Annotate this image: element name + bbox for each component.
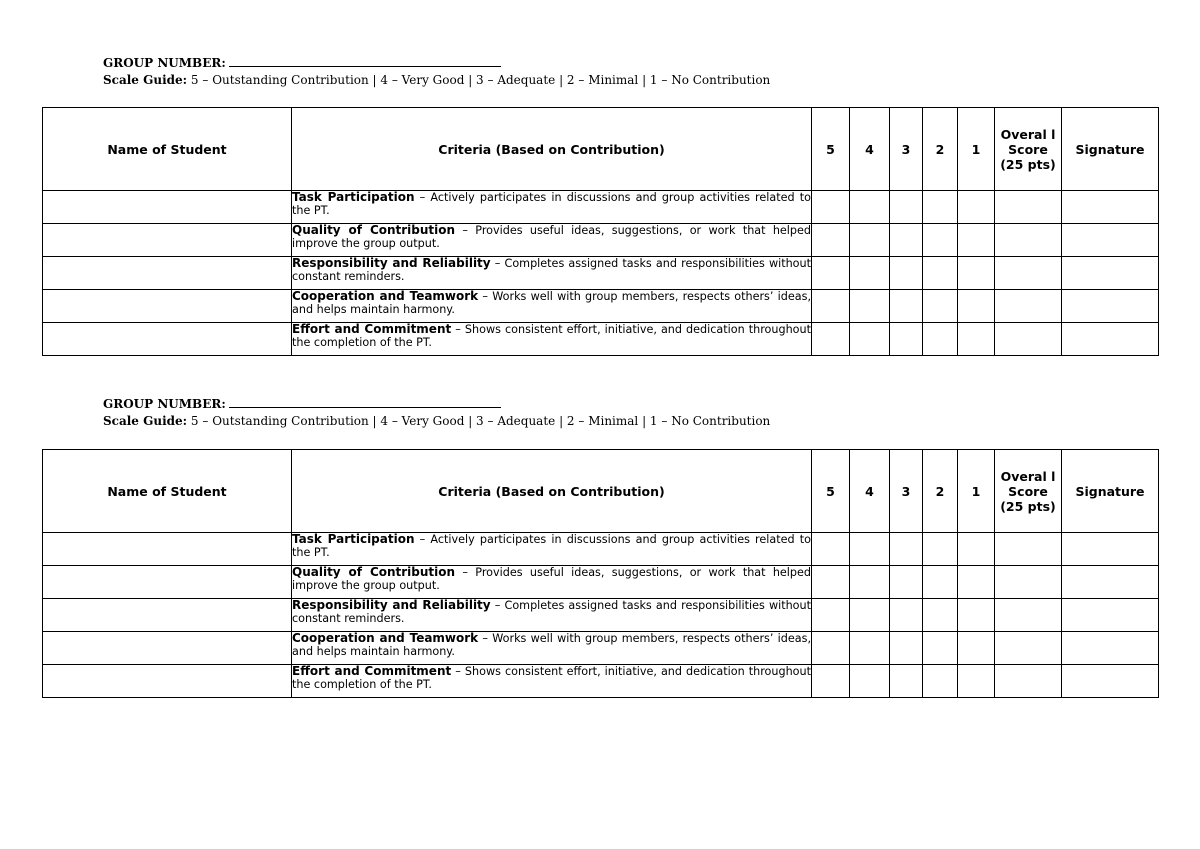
student-name-cell[interactable] [43,257,292,290]
header-score-2: 2 [923,108,958,191]
score-3-cell[interactable] [890,290,923,323]
score-5-cell[interactable] [812,257,850,290]
score-3-cell[interactable] [890,566,923,599]
table-row [43,257,1159,290]
score-2-cell[interactable] [923,323,958,356]
criteria-title: Quality of Contribution [292,565,456,579]
evaluation-table [42,449,1159,698]
criteria-title: Cooperation and Teamwork [292,289,479,303]
header-score-5: 5 [812,108,850,191]
criteria-title: Responsibility and Reliability [292,598,491,612]
score-5-cell[interactable] [812,632,850,665]
score-4-cell[interactable] [850,665,890,698]
score-2-cell[interactable] [923,257,958,290]
table-row [43,191,1159,224]
score-5-cell[interactable] [812,323,850,356]
form-header [103,396,770,428]
score-1-cell[interactable] [958,224,995,257]
student-name-cell[interactable] [43,290,292,323]
scale-guide-text: 5 – Outstanding Contribution | 4 – Very Good | 3 – Adequate | 2 – Minimal | 1 – No Contribution [187,73,771,87]
score-2-cell[interactable] [923,665,958,698]
overall-score-cell[interactable] [995,599,1062,632]
header-score-4: 4 [850,108,890,191]
table-header-row [43,450,1159,533]
criteria-description: – Shows consistent effort, initiative, and dedication throughout the completion of the PT. [292,323,812,349]
criteria-cell [292,599,812,632]
signature-cell[interactable] [1062,257,1159,290]
table-header-row [43,108,1159,191]
score-4-cell[interactable] [850,323,890,356]
criteria-description: – Actively participates in discussions and group activities related to the PT. [292,533,811,559]
score-1-cell[interactable] [958,290,995,323]
scale-guide-label: Scale Guide: [103,414,188,428]
signature-cell[interactable] [1062,224,1159,257]
criteria-description: – Works well with group members, respects others’ ideas, and helps maintain harmony. [292,290,811,316]
student-name-cell[interactable] [43,632,292,665]
header-signature: Signature [1062,450,1159,533]
criteria-cell [292,224,812,257]
criteria-title: Effort and Commitment [292,664,452,678]
criteria-description: – Completes assigned tasks and responsibilities without constant reminders. [292,257,812,283]
score-4-cell[interactable] [850,290,890,323]
signature-cell[interactable] [1062,665,1159,698]
score-1-cell[interactable] [958,566,995,599]
overall-score-cell[interactable] [995,290,1062,323]
overall-score-cell[interactable] [995,566,1062,599]
criteria-cell [292,566,812,599]
student-name-cell[interactable] [43,191,292,224]
group-number-blank[interactable] [229,55,501,67]
header-score-3: 3 [890,108,923,191]
criteria-cell [292,632,812,665]
criteria-description: – Actively participates in discussions and group activities related to the PT. [292,191,811,217]
score-2-cell[interactable] [923,224,958,257]
student-name-cell[interactable] [43,323,292,356]
signature-cell[interactable] [1062,533,1159,566]
score-1-cell[interactable] [958,632,995,665]
overall-score-cell[interactable] [995,224,1062,257]
scale-guide-label: Scale Guide: [103,73,188,87]
score-3-cell[interactable] [890,224,923,257]
group-number-line [103,55,770,70]
criteria-cell [292,533,812,566]
scale-guide-text: 5 – Outstanding Contribution | 4 – Very Good | 3 – Adequate | 2 – Minimal | 1 – No Contribution [187,414,771,428]
score-4-cell[interactable] [850,191,890,224]
scale-guide [103,73,770,87]
criteria-cell [292,191,812,224]
score-1-cell[interactable] [958,599,995,632]
header-score-1: 1 [958,450,995,533]
header-overall-score: Overal l Score (25 pts) [995,450,1062,533]
score-4-cell[interactable] [850,257,890,290]
score-5-cell[interactable] [812,665,850,698]
score-2-cell[interactable] [923,191,958,224]
criteria-cell [292,323,812,356]
score-2-cell[interactable] [923,290,958,323]
criteria-description: – Provides useful ideas, suggestions, or work that helped improve the group output. [292,224,812,250]
table-row [43,665,1159,698]
table-row [43,323,1159,356]
score-3-cell[interactable] [890,323,923,356]
header-score-3: 3 [890,450,923,533]
table-row [43,599,1159,632]
criteria-description: – Shows consistent effort, initiative, and dedication throughout the completion of the PT. [292,665,812,691]
signature-cell[interactable] [1062,632,1159,665]
group-number-line [103,396,770,411]
score-5-cell[interactable] [812,224,850,257]
criteria-description: – Provides useful ideas, suggestions, or work that helped improve the group output. [292,566,812,592]
header-name-of-student: Name of Student [43,108,292,191]
form-header [103,55,770,87]
table-row [43,566,1159,599]
signature-cell[interactable] [1062,191,1159,224]
signature-cell[interactable] [1062,323,1159,356]
score-3-cell[interactable] [890,632,923,665]
criteria-cell [292,665,812,698]
table-row [43,533,1159,566]
criteria-cell [292,257,812,290]
header-score-4: 4 [850,450,890,533]
criteria-title: Quality of Contribution [292,223,456,237]
group-number-label: GROUP NUMBER: [103,56,226,70]
student-name-cell[interactable] [43,224,292,257]
overall-score-cell[interactable] [995,191,1062,224]
header-criteria: Criteria (Based on Contribution) [292,450,812,533]
header-score-1: 1 [958,108,995,191]
table-row [43,224,1159,257]
header-score-2: 2 [923,450,958,533]
score-4-cell[interactable] [850,599,890,632]
overall-score-cell[interactable] [995,257,1062,290]
overall-score-cell[interactable] [995,632,1062,665]
score-3-cell[interactable] [890,257,923,290]
score-3-cell[interactable] [890,533,923,566]
student-name-cell[interactable] [43,533,292,566]
group-number-blank[interactable] [229,396,501,408]
criteria-title: Responsibility and Reliability [292,256,491,270]
header-signature: Signature [1062,108,1159,191]
signature-cell[interactable] [1062,290,1159,323]
student-name-cell[interactable] [43,665,292,698]
header-criteria: Criteria (Based on Contribution) [292,108,812,191]
header-score-5: 5 [812,450,850,533]
student-name-cell[interactable] [43,566,292,599]
score-3-cell[interactable] [890,599,923,632]
score-1-cell[interactable] [958,533,995,566]
table-row [43,290,1159,323]
score-2-cell[interactable] [923,533,958,566]
score-4-cell[interactable] [850,566,890,599]
scale-guide [103,414,770,428]
overall-score-cell[interactable] [995,323,1062,356]
signature-cell[interactable] [1062,599,1159,632]
score-4-cell[interactable] [850,224,890,257]
score-3-cell[interactable] [890,665,923,698]
score-1-cell[interactable] [958,665,995,698]
criteria-title: Cooperation and Teamwork [292,631,479,645]
score-4-cell[interactable] [850,533,890,566]
group-number-label: GROUP NUMBER: [103,397,226,411]
score-5-cell[interactable] [812,191,850,224]
header-overall-score: Overal l Score (25 pts) [995,108,1062,191]
score-1-cell[interactable] [958,257,995,290]
score-2-cell[interactable] [923,632,958,665]
score-4-cell[interactable] [850,632,890,665]
criteria-description: – Works well with group members, respects others’ ideas, and helps maintain harmony. [292,632,811,658]
score-5-cell[interactable] [812,599,850,632]
header-name-of-student: Name of Student [43,450,292,533]
criteria-title: Task Participation [292,532,415,546]
score-5-cell[interactable] [812,290,850,323]
score-5-cell[interactable] [812,533,850,566]
score-5-cell[interactable] [812,566,850,599]
score-2-cell[interactable] [923,599,958,632]
criteria-title: Task Participation [292,190,415,204]
score-3-cell[interactable] [890,191,923,224]
overall-score-cell[interactable] [995,533,1062,566]
score-2-cell[interactable] [923,566,958,599]
table-row [43,632,1159,665]
student-name-cell[interactable] [43,599,292,632]
evaluation-table [42,107,1159,356]
signature-cell[interactable] [1062,566,1159,599]
criteria-description: – Completes assigned tasks and responsibilities without constant reminders. [292,599,812,625]
criteria-title: Effort and Commitment [292,322,452,336]
criteria-cell [292,290,812,323]
score-1-cell[interactable] [958,323,995,356]
score-1-cell[interactable] [958,191,995,224]
overall-score-cell[interactable] [995,665,1062,698]
